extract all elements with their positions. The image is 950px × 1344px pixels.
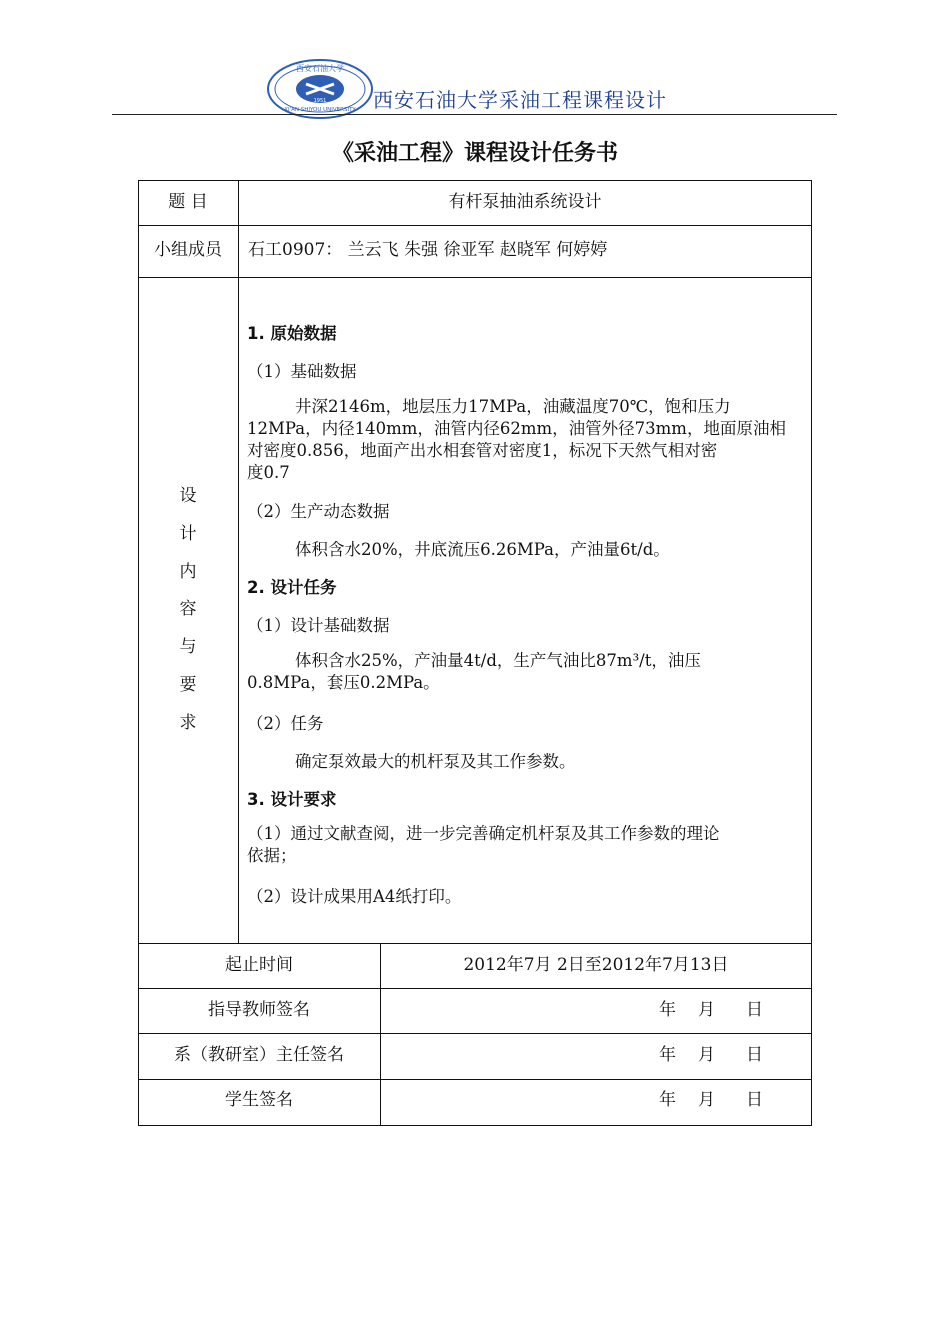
director-sign-year: 年 [659,1045,676,1065]
section-raw-data-title: 1. 原始数据 [247,324,337,343]
text-line: 对密度0.856，地面产出水相套管对密度1，标况下天然气相对密 [247,441,718,460]
content-label-char: 容 [179,599,197,620]
header-divider [112,114,837,115]
header-title: 西安石油大学采油工程课程设计 [373,88,667,112]
subsection-design-basic-data: （1）设计基础数据 [247,616,390,635]
advisor-sign-month: 月 [698,1000,715,1020]
table-row-divider [138,277,812,278]
section-design-requirements-title: 3. 设计要求 [247,790,337,809]
table-row-divider [138,943,812,944]
table-row-divider [138,988,812,989]
subsection-basic-data: （1）基础数据 [247,362,357,381]
topic-value: 有杆泵抽油系统设计 [448,192,602,212]
task-text: 确定泵效最大的机杆泵及其工作参数。 [295,752,576,771]
student-sign-month: 月 [698,1090,715,1110]
text-line: 依据； [247,846,297,865]
director-sign-month: 月 [698,1045,715,1065]
advisor-sign-year: 年 [659,1000,676,1020]
content-label-char: 内 [179,561,197,582]
university-logo [266,58,374,120]
student-sign-day: 日 [746,1090,763,1110]
table-column-divider [238,180,239,943]
period-label: 起止时间 [225,955,293,975]
requirement-item: （2）设计成果用A4纸打印。 [247,887,462,906]
period-value: 2012年7月 2日至2012年7月13日 [463,955,729,975]
basic-data-paragraph [247,396,801,484]
advisor-sign-day: 日 [746,1000,763,1020]
table-border-bottom [138,1125,812,1126]
table-row-divider [138,1033,812,1034]
advisor-signature-label: 指导教师签名 [208,1000,310,1020]
content-label-char: 要 [179,674,197,695]
members-value: 石工0907： 兰云飞 朱强 徐亚军 赵晓军 何婷婷 [248,240,608,260]
table-row-divider [138,1079,812,1080]
section-design-task-title: 2. 设计任务 [247,578,337,597]
text-line: 12MPa，内径140mm，油管内径62mm，油管外径73mm，地面原油相 [247,419,786,438]
text-line: 度0.7 [247,463,290,482]
production-data-text: 体积含水20%，井底流压6.26MPa，产油量6t/d。 [295,540,670,559]
subsection-task: （2）任务 [247,714,324,733]
content-label-char: 计 [179,523,197,544]
task-form-table [138,180,812,1126]
logo-bottom-text: XI'AN SHIYOU UNIVERSITY [284,107,356,113]
topic-label: 题 目 [168,192,208,212]
text-line: 0.8MPa，套压0.2MPa。 [247,673,440,692]
director-signature-label: 系（教研室）主任签名 [174,1045,344,1065]
director-sign-day: 日 [746,1045,763,1065]
requirement-item [247,823,801,867]
table-row-divider [138,225,812,226]
design-basic-data-paragraph [247,650,801,694]
table-border-top [138,180,812,181]
members-label: 小组成员 [154,240,222,260]
content-label-char: 设 [179,486,197,506]
text-line: （1）通过文献查阅，进一步完善确定机杆泵及其工作参数的理论 [247,824,720,843]
student-sign-year: 年 [659,1090,676,1110]
content-label-char: 求 [179,712,197,733]
logo-top-text: 西安石油大学 [296,64,344,73]
content-requirements-label [138,478,238,743]
text-line: 体积含水25%，产油量4t/d，生产气油比87m³/t，油压 [295,651,701,670]
table-border-right [811,180,812,1126]
content-label-char: 与 [179,637,197,658]
logo-year: 1951 [313,98,327,104]
subsection-production-data: （2）生产动态数据 [247,502,390,521]
document-title: 《采油工程》课程设计任务书 [331,141,618,166]
text-line: 井深2146m，地层压力17MPa，油藏温度70℃，饱和压力 [295,397,731,416]
student-signature-label: 学生签名 [225,1090,293,1110]
